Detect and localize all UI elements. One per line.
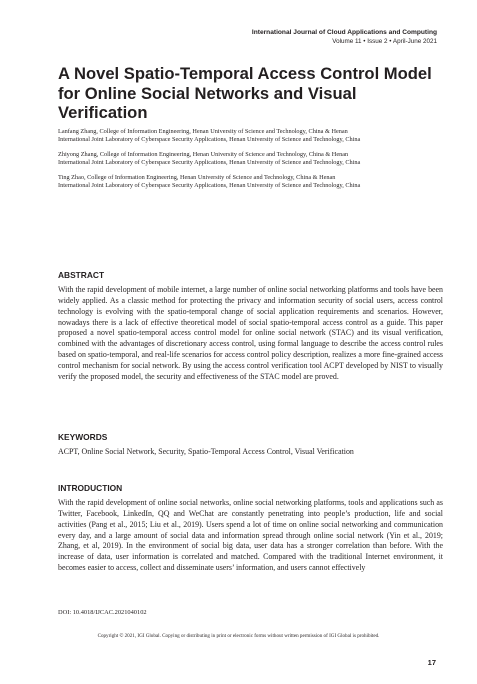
- author-affiliation-line: International Joint Laboratory of Cyberspace Security Applications, Henan University of Science and Technology, China: [58, 182, 361, 190]
- author-affiliation-line: International Joint Laboratory of Cyberspace Security Applications, Henan University of Science and Technology, China: [58, 136, 361, 144]
- abstract-section: [58, 270, 443, 383]
- author-affiliation-line: Ting Zhao, College of Information Engineering, Henan University of Science and Technology, China & Henan: [58, 174, 336, 181]
- journal-header: [252, 28, 437, 46]
- doi: DOI: 10.4018/IJCAC.2021040102: [58, 609, 147, 616]
- author-affiliation-line: Lanfang Zhang, College of Information Engineering, Henan University of Science and Technology, China & Henan: [58, 128, 348, 135]
- keywords-heading: KEYWORDS: [58, 432, 108, 442]
- abstract-heading: ABSTRACT: [58, 270, 105, 280]
- author-affiliation-line: International Joint Laboratory of Cyberspace Security Applications, Henan University of Science and Technology, China: [58, 159, 361, 167]
- author-affiliation-line: Zhiyong Zhang, College of Information Engineering, Henan University of Science and Technology, China & Henan: [58, 151, 349, 158]
- keywords-text: ACPT, Online Social Network, Security, Spatio-Temporal Access Control, Visual Verification: [58, 447, 354, 456]
- author-entry: [58, 151, 443, 167]
- copyright-notice: Copyright © 2021, IGI Global. Copying or distributing in print or electronic forms without written permission of IGI Global is prohibited.: [97, 633, 380, 639]
- journal-name: International Journal of Cloud Applications and Computing: [251, 29, 437, 36]
- introduction-section: [58, 483, 443, 574]
- keywords-section: [58, 432, 443, 458]
- journal-issue: Volume 11 • Issue 2 • April-June 2021: [332, 38, 437, 45]
- page-number: 17: [427, 658, 436, 667]
- abstract-text: With the rapid development of mobile internet, a large number of online social networking platforms and tools have been widely applied. As a classic method for protecting the privacy and information security of social users, access control technology is evolving with the spatio-temporal change of social application requirements and scenarios. However, nowadays there is a lack of effective theoretical model of social spatio-temporal access control as a guide. This paper proposed a novel spatio-temporal access control model for online social network (STAC) and its visual verification, combined with the advantages of discretionary access control, using formal language to describe the access control rules based on spatio-temporal, and real-life scenarios for access control policy description, realizes a more fine-grained access control mechanism for social network. By using the access control verification tool ACPT developed by NIST to visually verify the proposed model, the security and effectiveness of the STAC model are proved.: [58, 285, 443, 381]
- author-entry: [58, 128, 443, 144]
- author-entry: [58, 174, 443, 190]
- introduction-heading: INTRODUCTION: [58, 483, 123, 493]
- introduction-text: With the rapid development of online social networks, online social networking platforms, tools and applications such as Twitter, Facebook, LinkedIn, QQ and WeChat are constantly penetrating into people’s production, life and social activities (Pang et al., 2015; Liu et al., 2019). Users spend a lot of time on online social networking and communication every day, and a large amount of social data and information spread through online social network (Yin et al., 2019; Zhang, et al, 2019). In the environment of social big data, user data has a stronger correlation than before. With the increase of data, user information is correlated and matched. Compared with the traditional Internet environment, it becomes easier to access, collect and disseminate users’ information, and users cannot effectively: [58, 498, 443, 573]
- paper-title: A Novel Spatio-Temporal Access Control Model for Online Social Networks and Visual Verification: [58, 64, 432, 122]
- author-list: [58, 128, 443, 197]
